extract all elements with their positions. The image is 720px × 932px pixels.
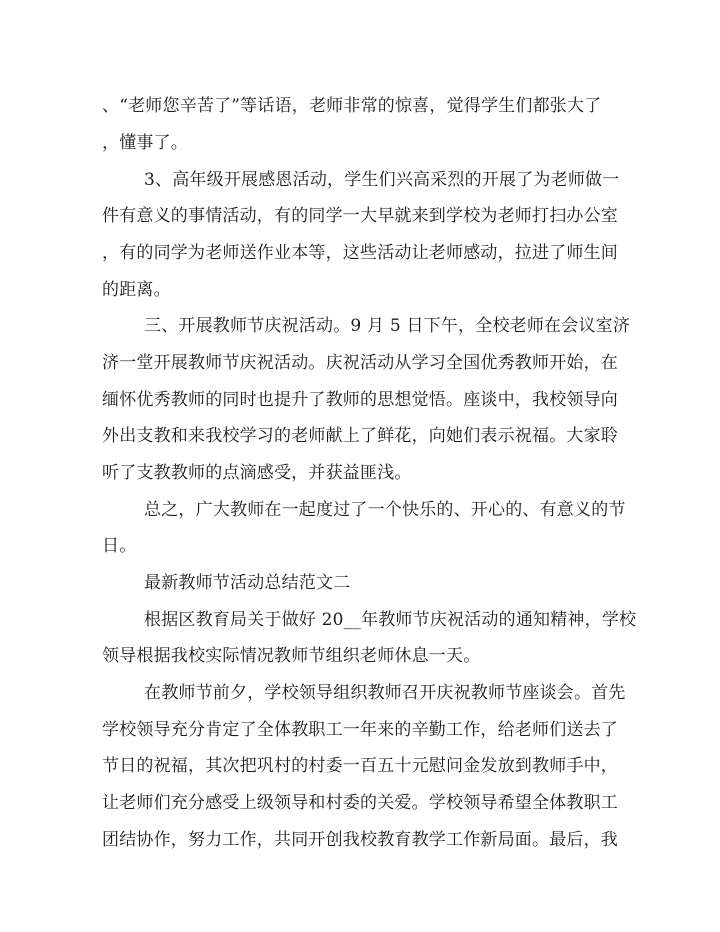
text-line: 件有意义的事情活动，有的同学一大早就来到学校为老师打扫办公室 bbox=[102, 206, 618, 226]
text-line: ，有的同学为老师送作业本等，这些活动让老师感动，拉进了师生间 bbox=[102, 243, 618, 263]
text-line: 总之，广大教师在一起度过了一个快乐的、开心的、有意义的节 bbox=[144, 500, 626, 520]
section-heading: 最新教师节活动总结范文二 bbox=[144, 573, 351, 593]
text-line: 、“老师您辛苦了”等话语，老师非常的惊喜，觉得学生们都张大了 bbox=[102, 96, 602, 116]
text-line: 外出支教和来我校学习的老师献上了鲜花，向她们表示祝福。大家聆 bbox=[102, 426, 618, 446]
text-line: 团结协作，努力工作，共同开创我校教育教学工作新局面。最后，我 bbox=[102, 830, 618, 850]
text-line: 领导根据我校实际情况教师节组织老师休息一天。 bbox=[102, 646, 481, 666]
text-line: 三、开展教师节庆祝活动。9 月 5 日下午，全校老师在会议室济 bbox=[144, 316, 631, 336]
text-line: 在教师节前夕，学校领导组织教师召开庆祝教师节座谈会。首先 bbox=[144, 683, 626, 703]
text-line: 听了支教教师的点滴感受，并获益匪浅。 bbox=[102, 463, 412, 483]
text-line: ，懂事了。 bbox=[102, 133, 188, 153]
text-line: 缅怀优秀教师的同时也提升了教师的思想觉悟。座谈中，我校领导向 bbox=[102, 390, 618, 410]
text-line: 根据区教育局关于做好 20__年教师节庆祝活动的通知精神，学校 bbox=[144, 610, 637, 630]
text-line: 济一堂开展教师节庆祝活动。庆祝活动从学习全国优秀教师开始，在 bbox=[102, 353, 618, 373]
text-line: 3、高年级开展感恩活动，学生们兴高采烈的开展了为老师做一 bbox=[144, 170, 620, 190]
text-line: 节日的祝福，其次把巩村的村委一百五十元慰问金发放到教师手中， bbox=[102, 756, 618, 776]
text-line: 日。 bbox=[102, 536, 137, 556]
text-line: 学校领导充分肯定了全体教职工一年来的辛勤工作，给老师们送去了 bbox=[102, 720, 618, 740]
text-line: 让老师们充分感受上级领导和村委的关爱。学校领导希望全体教职工 bbox=[102, 793, 618, 813]
text-line: 的距离。 bbox=[102, 280, 171, 300]
